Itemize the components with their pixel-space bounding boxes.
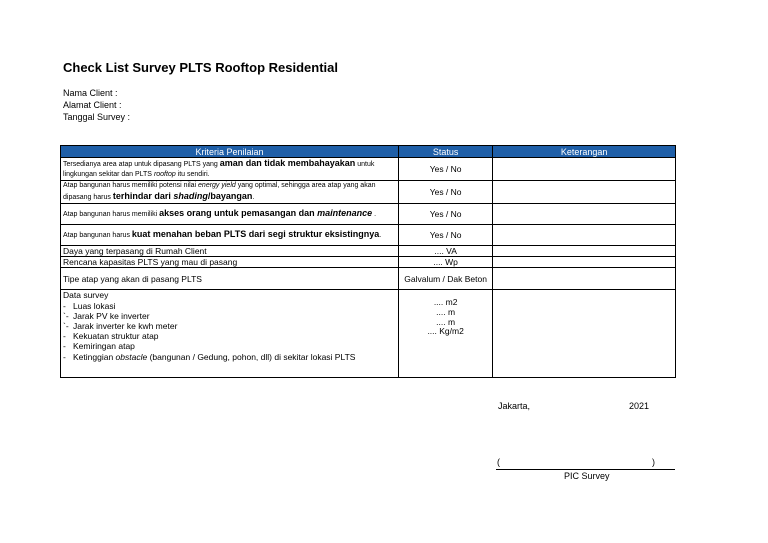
client-address-label: Alamat Client : <box>63 100 122 110</box>
table-row <box>61 246 676 257</box>
survey-values-cell[interactable] <box>398 290 492 378</box>
survey-criteria-cell <box>61 290 399 378</box>
header-notes: Keterangan <box>493 146 676 158</box>
survey-data-row <box>61 290 676 378</box>
criteria-cell: Rencana kapasitas PLTS yang mau di pasang <box>61 257 399 268</box>
checklist-table <box>60 145 676 378</box>
survey-value: .... Kg/m2 <box>427 326 464 337</box>
notes-cell[interactable] <box>493 204 676 225</box>
client-info <box>63 87 130 123</box>
header-criteria: Kriteria Penilaian <box>61 146 399 158</box>
notes-cell[interactable] <box>493 158 676 181</box>
survey-heading: Data survey <box>63 290 109 301</box>
signature-close-paren: ) <box>652 457 655 467</box>
table-row <box>61 257 676 268</box>
survey-date-label: Tanggal Survey : <box>63 112 131 122</box>
status-cell[interactable]: Galvalum / Dak Beton <box>398 268 492 290</box>
status-cell[interactable]: .... Wp <box>398 257 492 268</box>
survey-item: `- Jarak inverter ke kwh meter <box>63 321 178 332</box>
status-cell[interactable]: Yes / No <box>398 225 492 246</box>
notes-cell[interactable] <box>493 290 676 378</box>
criteria-cell: Daya yang terpasang di Rumah Client <box>61 246 399 257</box>
table-header-row <box>61 146 676 158</box>
document-title: Check List Survey PLTS Rooftop Residential <box>63 60 338 75</box>
header-status: Status <box>398 146 492 158</box>
survey-item: - Ketinggian obstacle (bangunan / Gedung, pohon, dll) di sekitar lokasi PLTS <box>63 351 356 362</box>
status-cell[interactable]: Yes / No <box>398 181 492 204</box>
criteria-cell: Atap bangunan harus memiliki potensi nilai energy yield yang optimal, sehingga area atap yang akan dipasang harus terhindar dari shading/bayangan. <box>61 181 399 204</box>
notes-cell[interactable] <box>493 225 676 246</box>
client-name-label: Nama Client : <box>63 88 118 98</box>
survey-item: `- Jarak PV ke inverter <box>63 310 150 321</box>
survey-item: - Kekuatan struktur atap <box>63 331 159 342</box>
status-cell[interactable]: Yes / No <box>398 158 492 181</box>
table-row <box>61 225 676 246</box>
status-cell[interactable]: .... VA <box>398 246 492 257</box>
signature-year: 2021 <box>629 401 650 411</box>
criteria-cell: Tersedianya area atap untuk dipasang PLTS yang aman dan tidak membahayakan untuk lingkungan sekitar dan PLTS rooftop itu sendiri. <box>61 158 399 181</box>
criteria-cell: Tipe atap yang akan di pasang PLTS <box>61 268 399 290</box>
criteria-cell: Atap bangunan harus memiliki akses orang untuk pemasangan dan maintenance . <box>61 204 399 225</box>
notes-cell[interactable] <box>493 181 676 204</box>
status-cell[interactable]: Yes / No <box>398 204 492 225</box>
table-row <box>61 181 676 204</box>
notes-cell[interactable] <box>493 268 676 290</box>
signature-city: Jakarta, <box>498 401 531 411</box>
signature-open-paren: ( <box>497 457 500 467</box>
signature-role: PIC Survey <box>564 471 610 481</box>
signature-line <box>496 469 675 470</box>
notes-cell[interactable] <box>493 257 676 268</box>
table-row <box>61 204 676 225</box>
survey-item: - Luas lokasi <box>63 300 116 311</box>
survey-value: .... m <box>436 316 456 327</box>
table-row <box>61 158 676 181</box>
notes-cell[interactable] <box>493 246 676 257</box>
survey-value: .... m <box>436 307 456 317</box>
survey-value: .... m2 <box>433 297 458 308</box>
survey-item: - Kemiringan atap <box>63 341 135 352</box>
table-row <box>61 268 676 290</box>
criteria-cell: Atap bangunan harus kuat menahan beban PLTS dari segi struktur eksistingnya. <box>61 225 399 246</box>
